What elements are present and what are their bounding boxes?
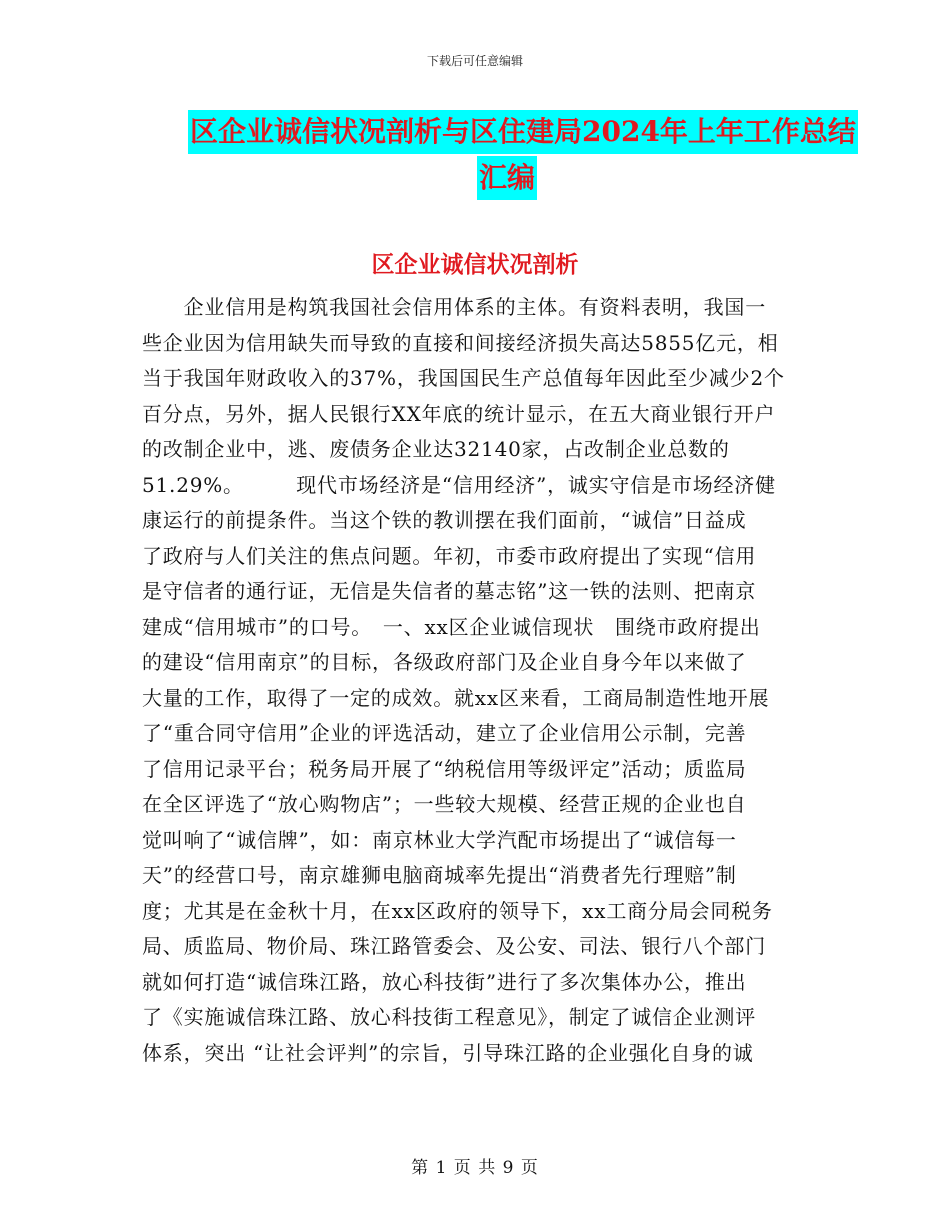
body-line: 了信用记录平台；税务局开展了“纳税信用等级评定”活动；质监局 <box>142 756 747 781</box>
body-line: 度；尤其是在金秋十月，在xx区政府的领导下，xx工商分局会同税务 <box>142 898 773 923</box>
section-title: 区企业诚信状况剖析 <box>371 251 579 278</box>
body-line: 企业信用是构筑我国社会信用体系的主体。有资料表明，我国一 <box>142 295 766 319</box>
title-line-2: 汇编 <box>477 156 537 200</box>
body-line: 天”的经营口号，南京雄狮电脑商城率先提出“消费者先行理赔”制 <box>142 863 737 887</box>
body-line: 了《实施诚信珠江路、放心科技街工程意见》，制定了诚信企业测评 <box>142 1005 756 1029</box>
title-line-1: 区企业诚信状况剖析与区住建局2024年上年工作总结 <box>188 110 858 154</box>
body-line: 了政府与人们关注的焦点问题。年初，市委市政府提出了实现“信用 <box>142 543 757 568</box>
body-line: 是守信者的通行证，无信是失信者的墓志铭”这一铁的法则、把南京 <box>142 579 757 603</box>
body-line: 建成“信用城市”的口号。 一、xx区企业诚信现状 围绕市政府提出 <box>142 614 761 639</box>
body-line: 就如何打造“诚信珠江路，放心科技街”进行了多次集体办公，推出 <box>142 969 747 994</box>
body-line: 在全区评选了“放心购物店”；一些较大规模、经营正规的企业也自 <box>142 792 747 816</box>
body-line: 百分点，另外，据人民银行XX年底的统计显示，在五大商业银行开户 <box>142 401 776 426</box>
body-line: 些企业因为信用缺失而导致的直接和间接经济损失高达5855亿元，相 <box>142 330 779 355</box>
body-line: 51.29%。 现代市场经济是“信用经济”，诚实守信是市场经济健 <box>142 472 776 497</box>
header-note: 下载后可任意编辑 <box>426 54 523 68</box>
body-line: 的改制企业中，逃、废债务企业达32140家，占改制企业总数的 <box>142 437 730 461</box>
body-line: 康运行的前提条件。当这个铁的教训摆在我们面前，“诚信”日益成 <box>142 508 747 532</box>
body-text <box>142 290 802 1071</box>
body-line: 了“重合同守信用”企业的评选活动，建立了企业信用公示制，完善 <box>142 721 747 745</box>
body-line: 局、质监局、物价局、珠江路管委会、及公安、司法、银行八个部门 <box>142 934 766 958</box>
body-line: 大量的工作，取得了一定的成效。就xx区来看，工商局制造性地开展 <box>142 685 770 710</box>
body-line: 觉叫响了“诚信牌”，如：南京林业大学汽配市场提出了“诚信每一 <box>142 827 737 852</box>
body-line: 体系，突出 “让社会评判”的宗旨，引导珠江路的企业强化自身的诚 <box>142 1040 754 1065</box>
page-footer: 第 1 页 共 9 页 <box>411 1158 539 1178</box>
body-line: 的建设“信用南京”的目标，各级政府部门及企业自身今年以来做了 <box>142 650 747 674</box>
body-line: 当于我国年财政收入的37%，我国国民生产总值每年因此至少减少2个 <box>142 366 785 390</box>
